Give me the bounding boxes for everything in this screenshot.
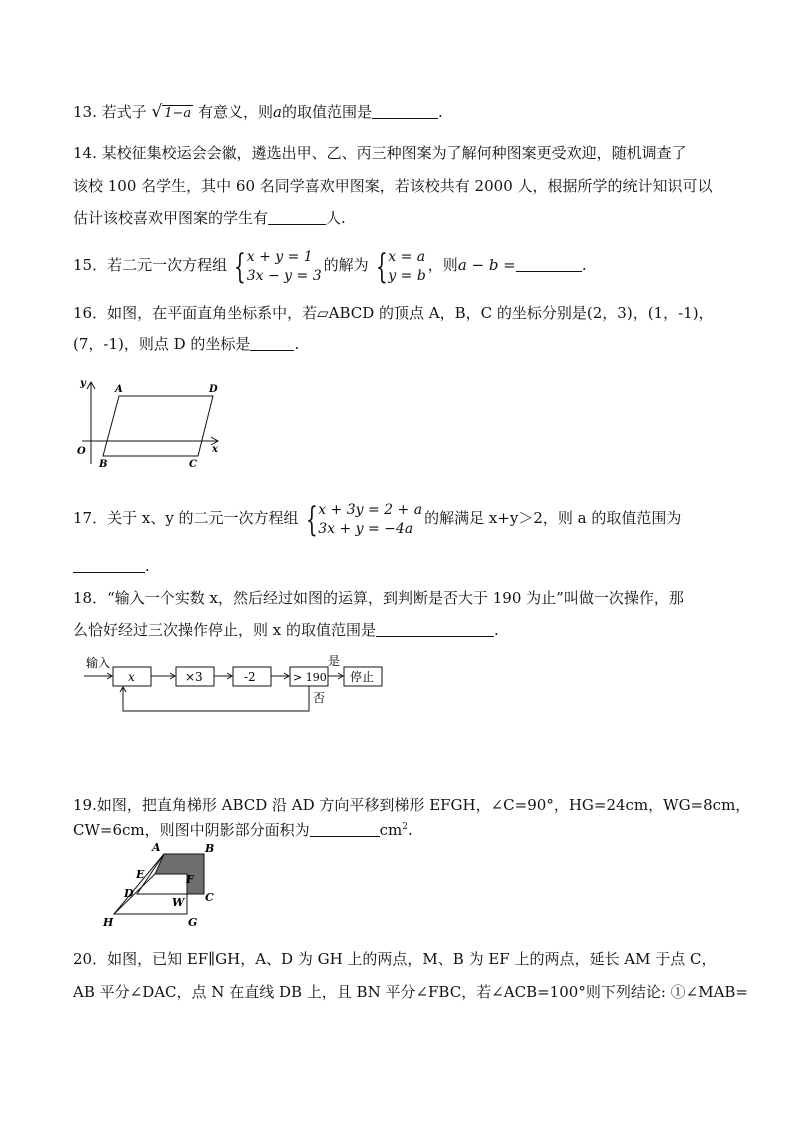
parallelogram-coordinate-figure xyxy=(72,374,232,474)
no-label: 否 xyxy=(313,691,326,705)
label-h: H xyxy=(103,916,114,929)
label-b: B xyxy=(99,459,108,470)
label-b: B xyxy=(205,842,215,855)
box-compare-label: > 190 xyxy=(293,671,327,684)
question-18-line-2: 么恰好经过三次操作停止，则 x 的取值范围是 . xyxy=(73,621,499,639)
label-x: x xyxy=(212,444,218,455)
question-18-line-1: 18．“输入一个实数 x，然后经过如图的运算，到判断是否大于 190 为止”叫做一次操作，那 xyxy=(73,589,684,607)
box-x-label: x xyxy=(128,670,135,684)
box-stop-label: 停止 xyxy=(350,670,375,684)
answer-blank[interactable] xyxy=(268,209,326,225)
answer-blank[interactable] xyxy=(376,621,494,637)
label-f: F xyxy=(186,873,194,886)
trapezoid-translation-figure xyxy=(100,840,230,932)
answer-blank[interactable] xyxy=(310,821,380,837)
segment-e-d xyxy=(114,854,164,914)
label-e: E xyxy=(136,868,145,881)
loop-back-line xyxy=(123,686,309,711)
label-w: W xyxy=(172,896,185,909)
question-17: 17．关于 x、y 的二元一次方程组 { x + 3y = 2 + a 3x + y = −4a 的解满足 x+y＞2，则 a 的取值范围为 xyxy=(73,496,681,541)
question-15: 15．若二元一次方程组 { x + y = 1 3x − y = 3 的解为 { x = a y = b ，则a − b = . xyxy=(73,243,587,288)
question-20-line-1: 20．如图，已知 EF∥GH，A、D 为 GH 上的两点，M、B 为 EF 上的两点，延长 AM 于点 C， xyxy=(73,950,717,968)
answer-blank[interactable] xyxy=(73,557,145,573)
question-17-answer: . xyxy=(73,556,150,576)
label-c: C xyxy=(205,891,214,904)
operation-flowchart xyxy=(82,652,392,718)
label-g: G xyxy=(188,916,198,929)
label-y: y xyxy=(80,378,86,389)
question-13: 13. 若式子 √ 1−a 有意义，则a的取值范围是 . xyxy=(73,102,443,122)
answer-blank[interactable] xyxy=(250,335,294,351)
question-20-line-2: AB 平分∠DAC，点 N 在直线 DB 上，且 BN 平分∠FBC，若∠ACB=100°则下列结论: ①∠MAB= xyxy=(73,983,748,1001)
box-subtract-label: -2 xyxy=(244,670,256,684)
label-d: D xyxy=(209,384,218,395)
yes-label: 是 xyxy=(328,654,341,668)
answer-blank[interactable] xyxy=(372,103,438,119)
question-14-line-3: 估计该校喜欢甲图案的学生有 人. xyxy=(73,209,346,227)
input-label: 输入 xyxy=(86,656,111,670)
label-c: C xyxy=(189,459,197,470)
question-14-line-1: 14. 某校征集校运会会徽，遴选出甲、乙、丙三种图案为了解何种图案更受欢迎，随机调查了 xyxy=(73,144,687,162)
equation-system: { x + y = 1 3x − y = 3 xyxy=(233,247,322,287)
label-a: A xyxy=(152,841,161,854)
label-o: O xyxy=(77,446,86,457)
label-d: D xyxy=(124,887,134,900)
solution-system: { x = a y = b xyxy=(375,247,426,287)
question-19-line-1: 19.如图，把直角梯形 ABCD 沿 AD 方向平移到梯形 EFGH，∠C=90°，HG=24cm，WG=8cm， xyxy=(73,796,751,814)
parallelogram-abcd xyxy=(103,396,213,456)
square-root-expression: √ 1−a xyxy=(151,102,192,122)
question-14-line-2: 该校 100 名学生，其中 60 名同学喜欢甲图案，若该校共有 2000 人，根据所学的统计知识可以 xyxy=(73,177,713,195)
answer-blank[interactable] xyxy=(516,256,582,272)
question-16-line-2: (7，-1)，则点 D 的坐标是 . xyxy=(73,335,300,353)
question-19-line-2: CW=6cm，则图中阴影部分面积为 $cm^2$. xyxy=(73,821,413,839)
label-a: A xyxy=(115,384,123,395)
box-multiply-label: ×3 xyxy=(185,670,203,684)
equation-system: { x + 3y = 2 + a 3x + y = −4a xyxy=(305,500,423,540)
question-16-line-1: 16．如图，在平面直角坐标系中，若▱ABCD 的顶点 A，B，C 的坐标分别是(2，3)，(1，-1)， xyxy=(73,304,714,322)
